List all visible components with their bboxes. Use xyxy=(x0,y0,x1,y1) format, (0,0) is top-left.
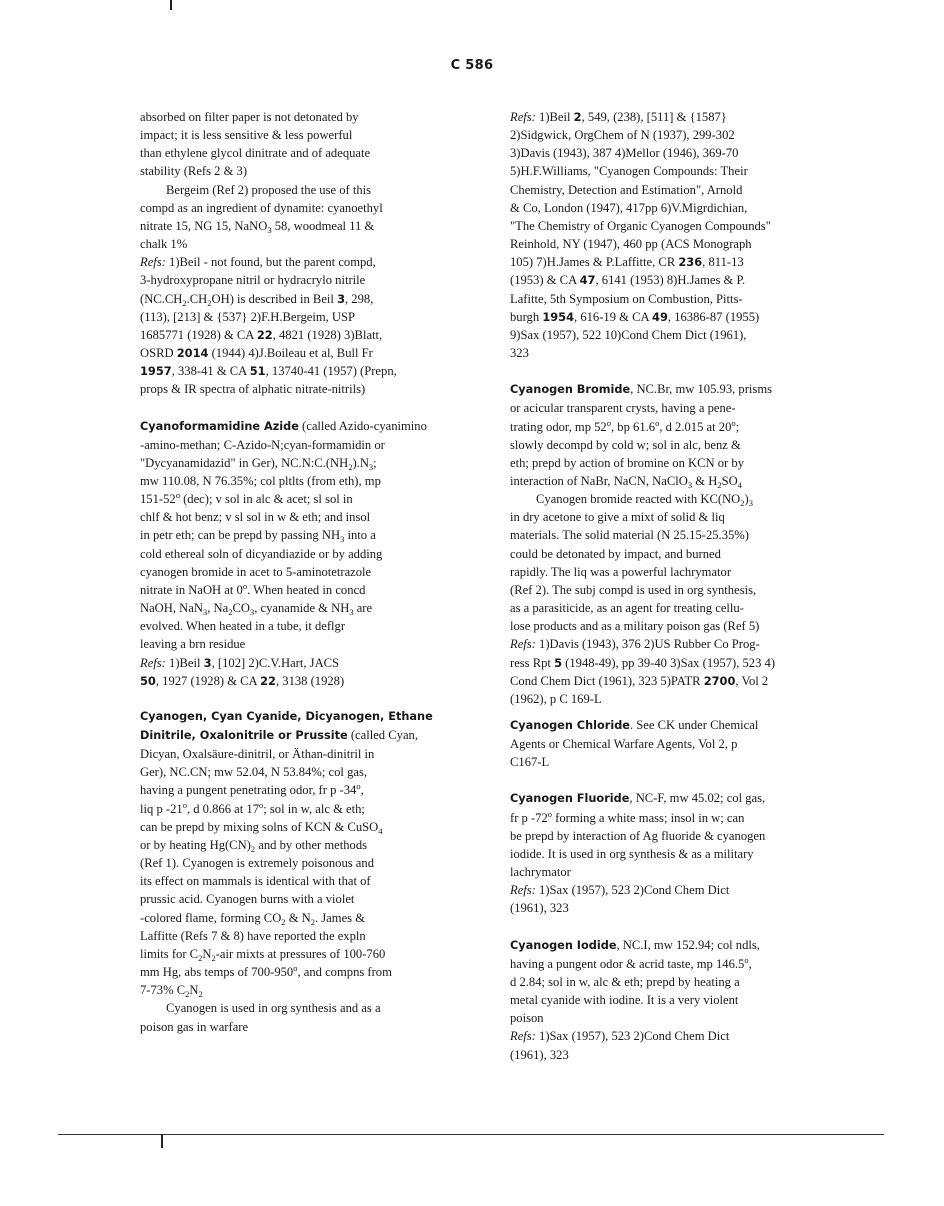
references-cyanoethyl-nitrate: Refs: 1)Beil - not found, but the parent compd, 3-hydroxypropane nitril or hydracrylo nitrile $(NC.CH_2.CH_2OH)$ is described in Beil 3, 298, (113), [213] & {537} 2)F.H.Bergeim, USP 1685771 (1928) & CA 22, 4821 (1928) 3)Blatt, OSRD 2014 (1944) 4)J.Boileau et al, Bull Fr 1957, 338-41 & CA 51, 13740-41 (1957) (Prepn, props & IR spectra of alphatic nitrate-nitrils) xyxy=(140,255,397,397)
scan-mark-top xyxy=(170,0,172,10)
paragraph-dynamite-stability: absorbed on filter paper is not detonated by impact; it is less sensitive & less powerful than ethylene glycol dinitrate and of adequate stability (Refs 2 & 3) xyxy=(140,110,371,179)
entry-title: Cyanogen Chloride xyxy=(510,719,630,732)
page-number-header: C 586 xyxy=(450,58,494,73)
footer-rule xyxy=(58,1134,884,1135)
entry-cyanogen-iodide: Cyanogen Iodide, NC.I, mw 152.94; col ndls, having a pungent odor & acrid taste, mp 146.5$^o$, d 2.84; sol in w, alc & eth; prepd by heating a metal cyanide with iodine. It is a very violent poison Refs: 1)Sax (1957), 523 2)Cond Chem Dict (1961), 323 xyxy=(510,937,760,1062)
references-cyanogen: Refs: 1)Beil 2, 549, (238), [511] & {1587} 2)Sidgwick, OrgChem of N (1937), 299-302 3)Davis (1943), 387 4)Mellor (1946), 369-70 5)H.F.Williams, "Cyanogen Compounds: Their Chemistry, Detection and Estimation", Arnold & Co, London (1947), 417pp 6)V.Migrdichian, "The Chemistry of Organic Cyanogen Compounds" Reinhold, NY (1947), 460 pp (ACS Monograph 105) 7)H.James & P.Laffitte, CR 236, 811-13 (1953) & CA 47, 6141 (1953) 8)H.James & P. Lafitte, 5th Symposium on Combustion, Pitts- burgh 1954, 616-19 & CA 49, 16386-87 (1955) 9)Sax (1957), 522 10)Cond Chem Dict (1961), 323 xyxy=(510,110,771,361)
entry-cyanogen-chloride: Cyanogen Chloride. See CK under Chemical Agents or Chemical Warfare Agents, Vol 2, p C167-L xyxy=(510,718,759,770)
entry-title: Cyanogen Bromide xyxy=(510,383,631,397)
entry-title: Cyanogen Iodide xyxy=(510,938,617,952)
entry-title: Cyanogen, Cyan Cyanide, Dicyanogen, Ethane xyxy=(140,709,433,723)
entry-cyanogen: Cyanogen, Cyan Cyanide, Dicyanogen, Ethane Dinitrile, Oxalonitrile or Prussite (called Cyan, Dicyan, Oxalsäure-dinitril, or Äthan-dinitril in Ger), NC.CN; mw 52.04, N 53.84%; col gas, having a pungent penetrating odor, fr p -34$^o$, liq p -21$^o$, d 0.866 at 17$^o$; sol in w, alc & eth; can be prepd by mixing solns of KCN & CuSO$_4$ or by heating $Hg(CN)_2$ and by other methods (Ref 1). Cyanogen is extremely poisonous and its effect on mammals is identical with that of prussic acid. Cyanogen burns with a violet -colored flame, forming $CO_2$ & $N_2$. James & Laffitte (Refs 7 & 8) have reported the expln limits for $C_2N_2$-air mixts at pressures of 100-760 mm Hg, abs temps of 700-950$^o$, and compns from 7-73% $C_2N_2$ Cyanogen is used in org synthesis and as a poison gas in warfare xyxy=(140,708,474,1036)
entry-cyanogen-fluoride: Cyanogen Fluoride, NC-F, mw 45.02; col gas, fr p -72$^o$ forming a white mass; insol in w; can be prepd by interaction of Ag fluoride & cyanogen iodide. It is used in org synthesis & as a military lachrymator Refs: 1)Sax (1957), 523 2)Cond Chem Dict (1961), 323 xyxy=(510,791,766,916)
entry-title: Cyanogen Fluoride xyxy=(510,792,630,806)
entry-cyanoformamidine-azide: Cyanoformamidine Azide (called Azido-cyanimino -amino-methan; C-Azido-N;cyan-formamidin or "Dycyanamidazid" in Ger), $NC.N:C.(NH_2).N_3$; mw 110.08, N 76.35%; col pltlts (from eth), mp 151-52$^o$ (dec); v sol in alc & acet; sl sol in chlf & hot benz; v sl sol in w & eth; and insol in petr eth; can be prepd by passing $NH_3$ into a cold ethereal soln of dicyandiazide or by adding cyanogen bromide in acet to 5-aminotetrazole nitrate in NaOH at 0$^o$. When heated in concd NaOH, NaN$_3$, $Na_2CO_3$, cyanamide & $NH_3$ are evolved. When heated in a tube, it deflgr leaving a brn residue Refs: 1)Beil 3, [102] 2)C.V.Hart, JACS 50, 1927 (1928) & CA 22, 3138 (1928) xyxy=(140,418,427,688)
left-column xyxy=(140,108,474,1036)
scan-mark-bottom xyxy=(161,1134,163,1148)
right-column xyxy=(510,108,858,1064)
paragraph-bergeim: Bergeim (Ref 2) proposed the use of this compd as an ingredient of dynamite: cyanoethyl nitrate 15, NG 15, NaNO$_3$ 58, woodmeal 11 & chalk 1% xyxy=(140,182,383,252)
entry-cyanogen-bromide: Cyanogen Bromide, NC.Br, mw 105.93, prisms or acicular transparent crysts, having a pene- trating odor, mp 52$^o$, bp 61.6$^o$, d 2.015 at 20$^o$; slowly decompd by cold w; sol in alc, benz & eth; prepd by action of bromine on KCN or by interaction of NaBr, NaCN, NaClO$_3$ & $H_2SO_4$ Cyanogen bromide reacted with $KC(NO_2)_3$ in dry acetone to give a mixt of solid & liq materials. The solid material (N 25.15-25.35%) could be detonated by impact, and burned rapidly. The liq was a powerful lachrymator (Ref 2). The subj compd is used in org synthesis, as a parasiticide, as an agent for treating cellu- lose products and as a military poison gas (Ref 5) Refs: 1)Davis (1943), 376 2)US Rubber Co Prog- ress Rpt 5 (1948-49), pp 39-40 3)Sax (1957), 523 4) Cond Chem Dict (1961), 323 5)PATR 2700, Vol 2 (1962), p C 169-L xyxy=(510,382,776,706)
entry-title: Cyanoformamidine Azide xyxy=(140,419,299,433)
